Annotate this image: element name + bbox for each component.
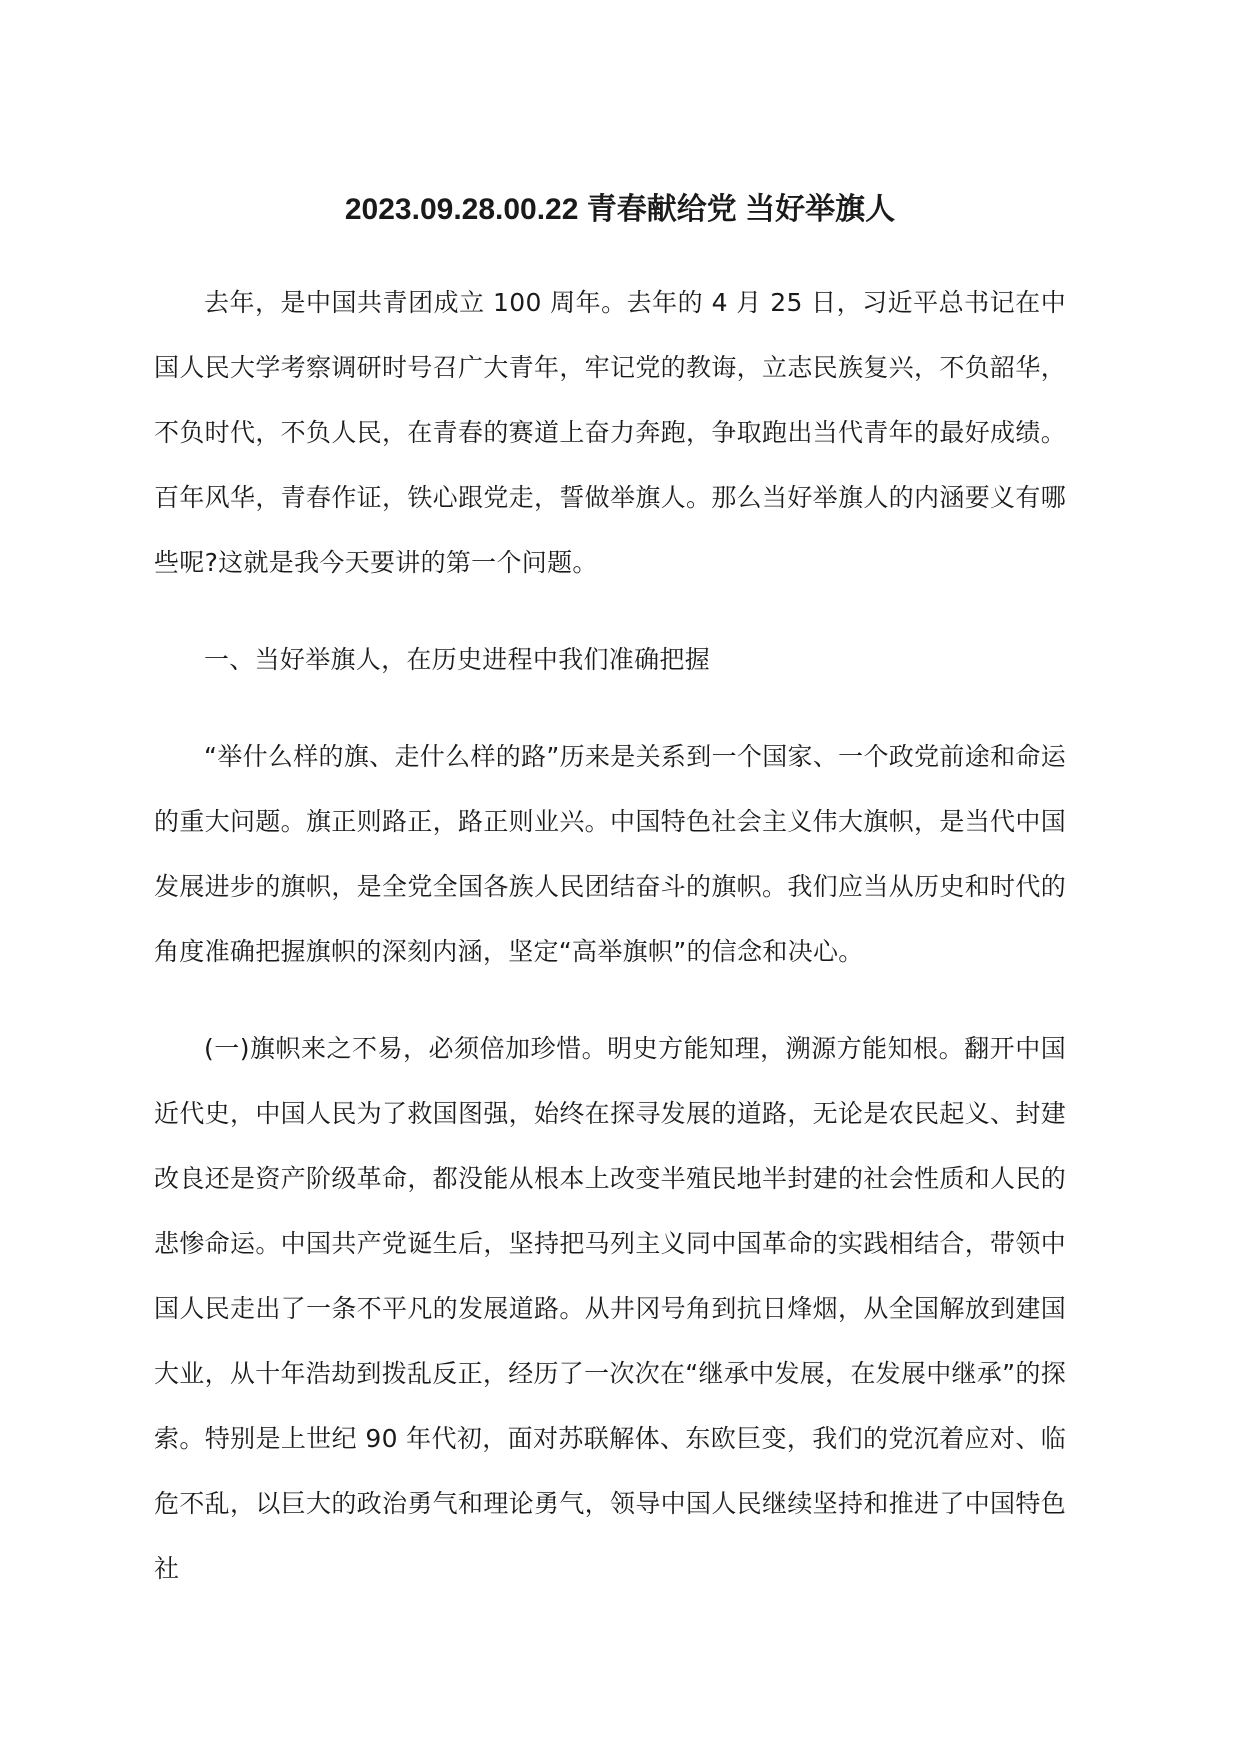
paragraph-intro: 去年，是中国共青团成立 100 周年。去年的 4 月 25 日，习近平总书记在中国人民大学考察调研时号召广大青年，牢记党的教诲，立志民族复兴，不负韶华，不负时代，不负人民，在青春的赛道上奋力奔跑，争取跑出当代青年的最好成绩。百年风华，青春作证，铁心跟党走，誓做举旗人。那么当好举旗人的内涵要义有哪些呢?这就是我今天要讲的第一个问题。	[154, 288, 1066, 577]
document-body	[154, 270, 1066, 1633]
section-heading-1: 一、当好举旗人，在历史进程中我们准确把握	[204, 645, 711, 674]
paragraph-subsection-1: (一)旗帜来之不易，必须倍加珍惜。明史方能知理，溯源方能知根。翻开中国近代史，中国人民为了救国图强，始终在探寻发展的道路，无论是农民起义、封建改良还是资产阶级革命，都没能从根本上改变半殖民地半封建的社会性质和人民的悲惨命运。中国共产党诞生后，坚持把马列主义同中国革命的实践相结合，带领中国人民走出了一条不平凡的发展道路。从井冈号角到抗日烽烟，从全国解放到建国大业，从十年浩劫到拨乱反正，经历了一次次在“继承中发展，在发展中继承”的探索。特别是上世纪 90 年代初，面对苏联解体、东欧巨变，我们的党沉着应对、临危不乱，以巨大的政治勇气和理论勇气，领导中国人民继续坚持和推进了中国特色社	[154, 1034, 1067, 1583]
paragraph-banner-question: “举什么样的旗、走什么样的路”历来是关系到一个国家、一个政党前途和命运的重大问题。旗正则路正，路正则业兴。中国特色社会主义伟大旗帜，是当代中国发展进步的旗帜，是全党全国各族人民团结奋斗的旗帜。我们应当从历史和时代的角度准确把握旗帜的深刻内涵，坚定“高举旗帜”的信念和决心。	[154, 742, 1066, 966]
document-title: 2023.09.28.00.22 青春献给党 当好举旗人	[344, 193, 896, 226]
